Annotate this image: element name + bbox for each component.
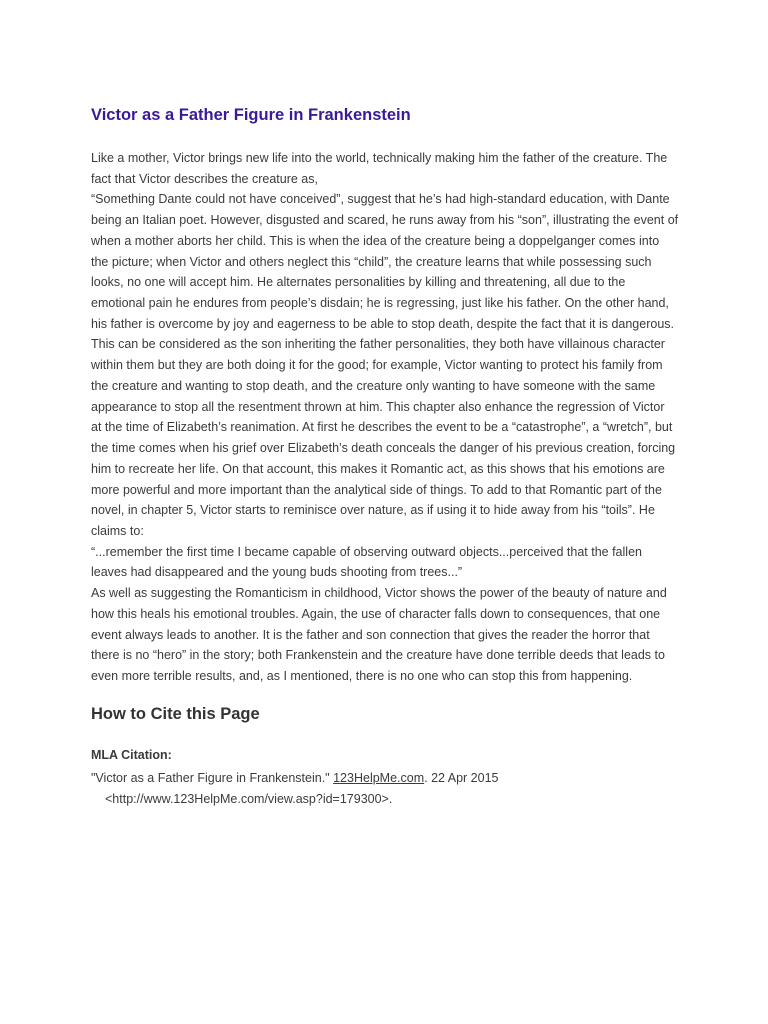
paragraph-line: claims to: — [91, 523, 144, 538]
paragraph-line: “...remember the first time I became capable of observing outward objects...perceived that the fallen — [91, 544, 642, 559]
paragraph-line: the creature and wanting to stop death, and the creature only wanting to have someone with the same — [91, 378, 656, 393]
site-link[interactable]: 123HelpMe.com — [333, 771, 425, 785]
paragraph-line: how this heals his emotional troubles. Again, the use of character falls down to consequences, that one — [91, 606, 661, 621]
mla-citation — [91, 768, 681, 810]
paragraph-line: even more terrible results, and, as I mentioned, there is no one who can stop this from happening. — [91, 668, 633, 683]
paragraph-line: when a mother aborts her child. This is when the idea of the creature being a doppelganger comes into — [91, 233, 660, 248]
paragraph-line: the time comes when his grief over Elizabeth’s death conceals the danger of his previous creation, forcing — [91, 441, 676, 456]
paragraph-line: his father is overcome by joy and eagerness to be able to stop death, despite the fact that it is dangerous. — [91, 316, 674, 331]
paragraph-line: within them but they are both doing it for the good; for example, Victor wanting to protect his family from — [91, 358, 663, 373]
paragraph-line: event always leads to another. It is the father and son connection that gives the reader the horror that — [91, 627, 650, 642]
cite-heading: How to Cite this Page — [91, 705, 260, 723]
paragraph-line: him to recreate her life. On that account, this makes it Romantic act, as this shows that his emotions are — [91, 461, 665, 476]
paragraph-line: at the time of Elizabeth’s reanimation. At first he describes the event to be a “catastrophe”, a “wretch”, but — [91, 420, 673, 435]
paragraph-line: leaves had disappeared and the young buds shooting from trees...” — [91, 565, 463, 580]
paragraph-line: “Something Dante could not have conceived”, suggest that he’s had high-standard education, with Dante — [91, 192, 670, 207]
paragraph-line: emotional pain he endures from people’s disdain; he is regressing, just like his father. On the other hand, — [91, 296, 669, 311]
paragraph-line: more powerful and more important than the analytical side of things. To add to that Romantic part of the — [91, 482, 662, 497]
paragraph-line: the picture; when Victor and others neglect this “child”, the creature learns that while possessing such — [91, 254, 652, 269]
citation-date: . 22 Apr 2015 — [424, 771, 499, 785]
paragraph-line: As well as suggesting the Romanticism in childhood, Victor shows the power of the beauty of nature and — [91, 586, 667, 601]
citation-title: "Victor as a Father Figure in Frankenstein." — [91, 771, 330, 785]
paragraph-line: looks, no one will accept him. He alternates personalities by killing and threatening, all due to the — [91, 275, 626, 290]
article-title: Victor as a Father Figure in Frankenstein — [91, 106, 411, 124]
paragraph-line: novel, in chapter 5, Victor starts to reminisce over nature, as if using it to hide away from his “toils”. He — [91, 503, 655, 518]
mla-citation-label: MLA Citation: — [91, 748, 172, 762]
article-body — [91, 148, 681, 687]
paragraph-line: being an Italian poet. However, disgusted and scared, he runs away from his “son”, illustrating the event of — [91, 213, 679, 228]
paragraph-line: This can be considered as the son inheriting the father personalities, they both have villainous character — [91, 337, 665, 352]
paragraph-line: Like a mother, Victor brings new life into the world, technically making him the father of the creature. The — [91, 151, 668, 165]
paragraph-line: appearance to stop all the resentment thrown at him. This chapter also enhance the regression of Victor — [91, 399, 665, 414]
citation-line — [91, 768, 681, 789]
citation-url: <http://www.123HelpMe.com/view.asp?id=179300>. — [105, 792, 393, 806]
paragraph-line: fact that Victor describes the creature as, — [91, 171, 318, 186]
paragraph-line: there is no “hero” in the story; both Frankenstein and the creature have done terrible deeds that leads to — [91, 648, 665, 663]
